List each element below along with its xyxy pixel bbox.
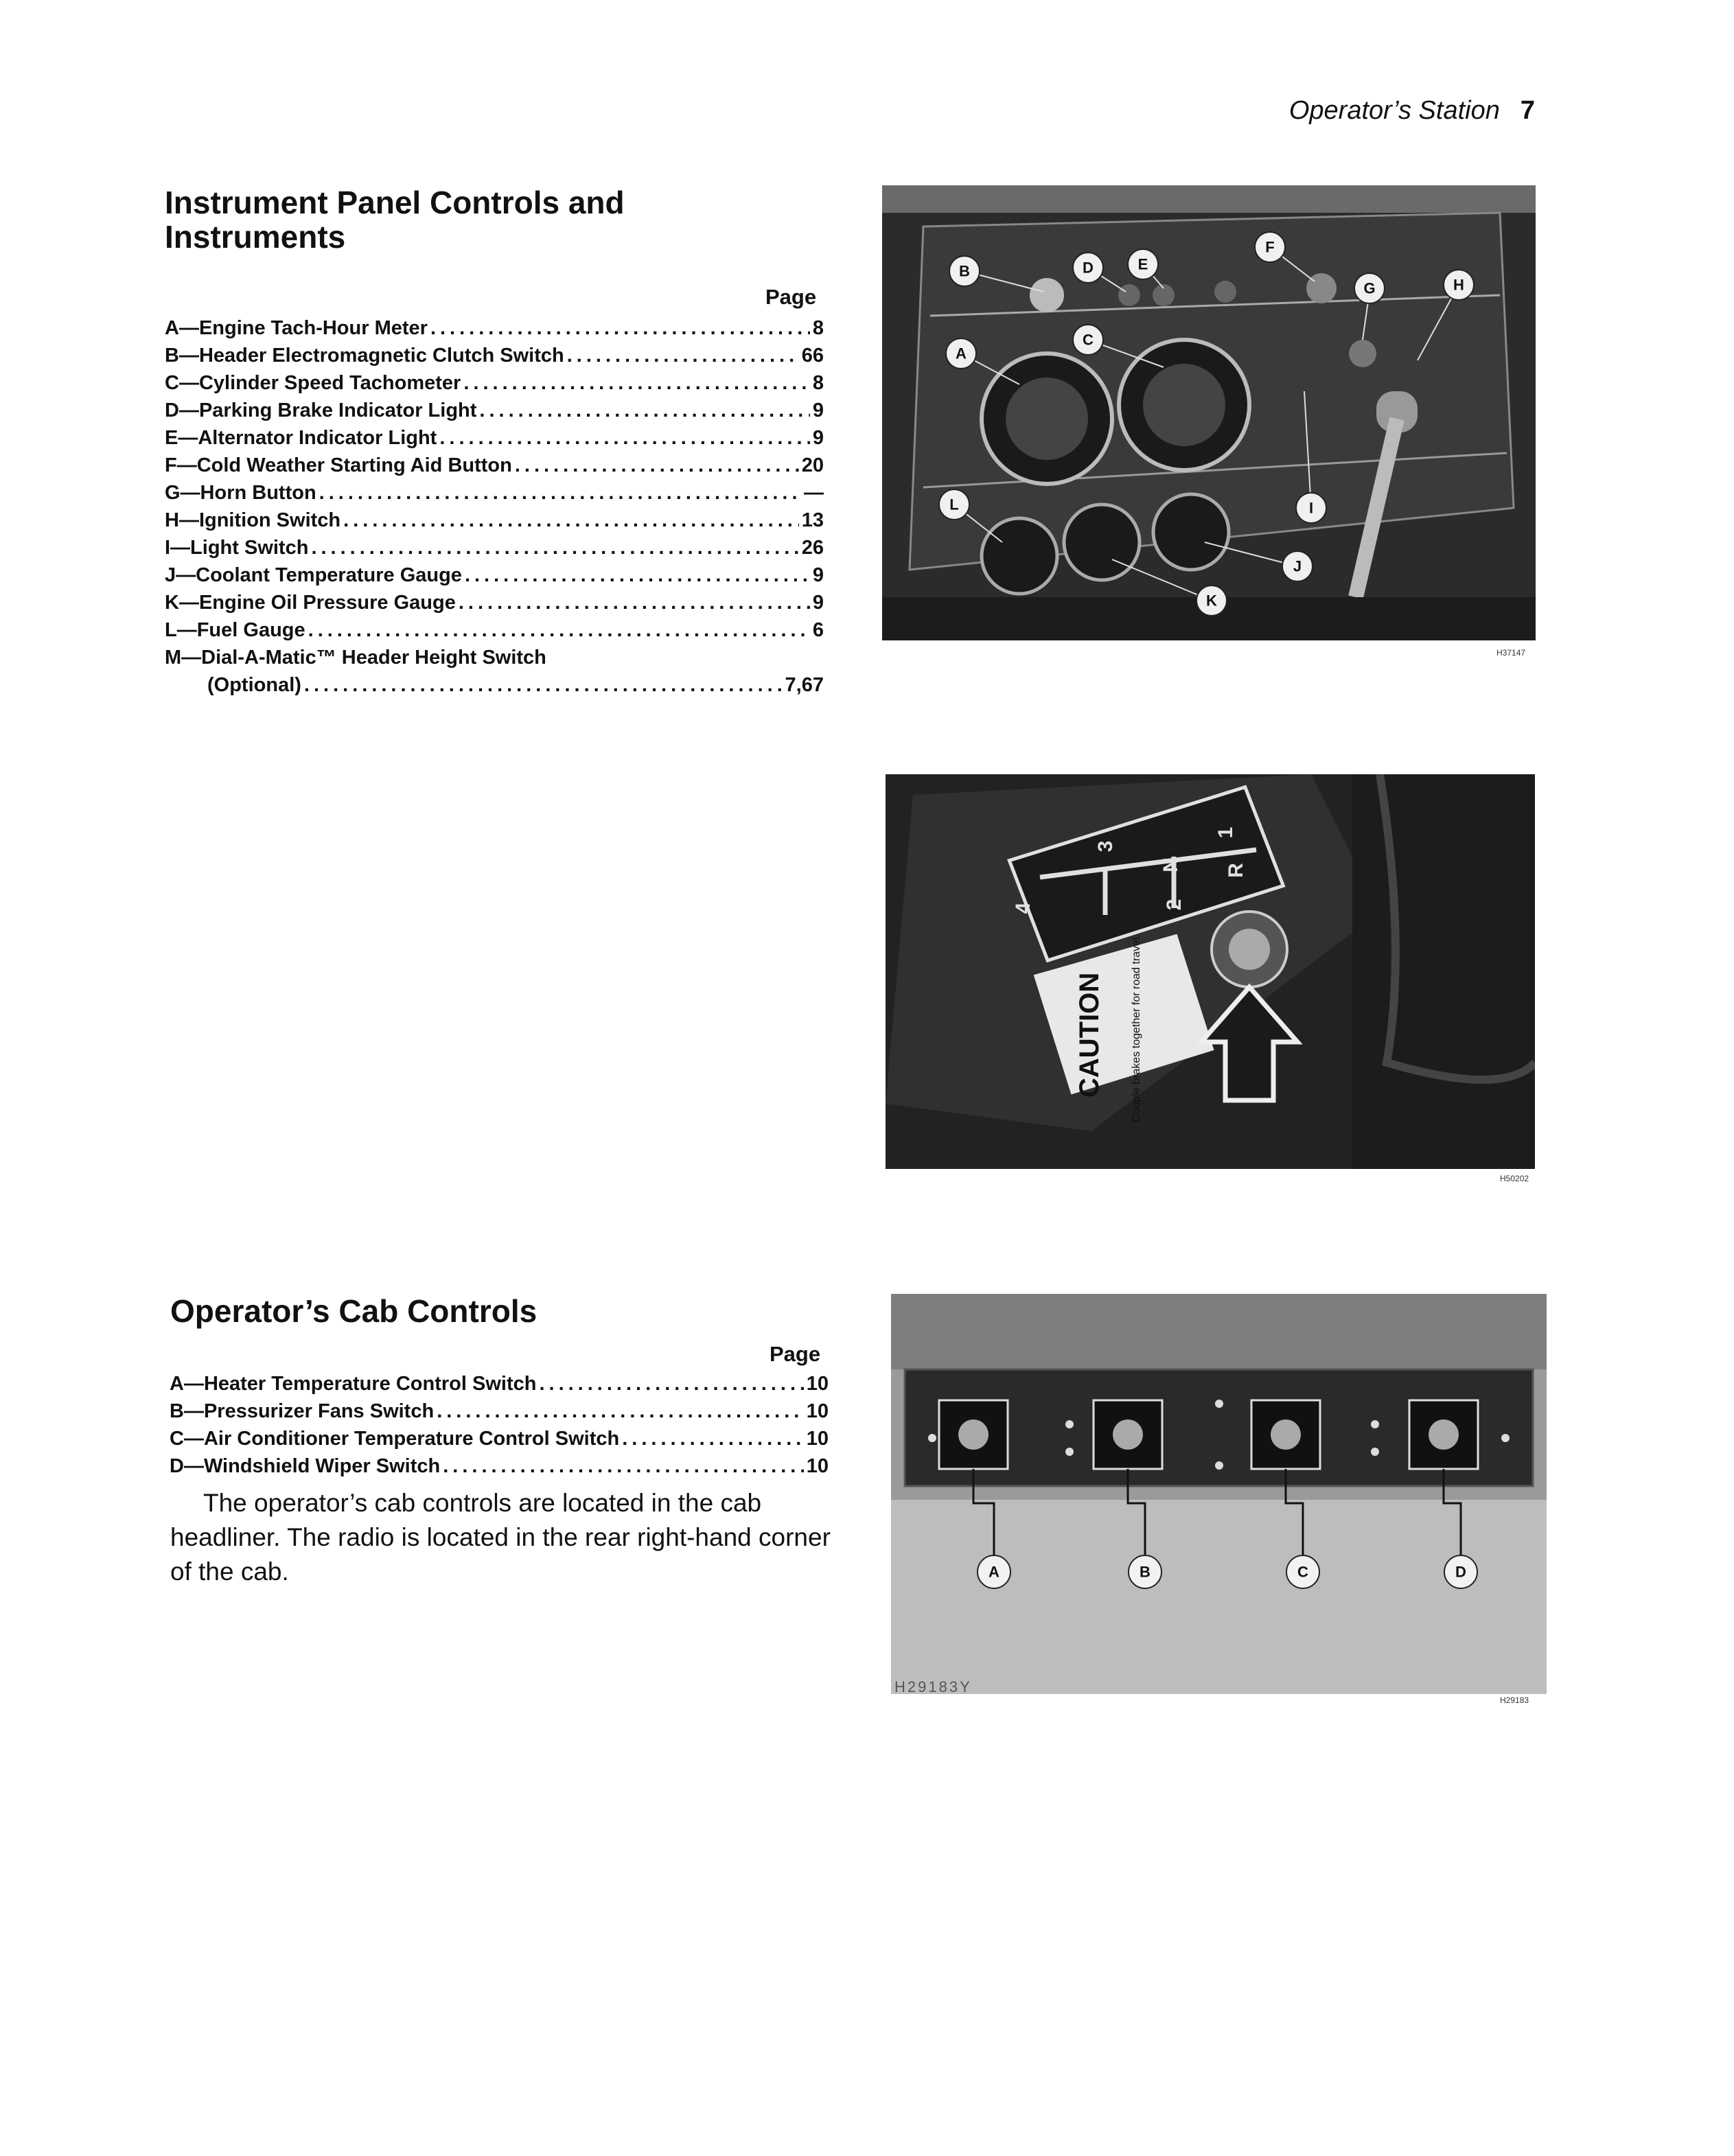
callout-l: L: [949, 496, 959, 513]
callout-h: H: [1453, 276, 1464, 294]
shift-panel-photo: [886, 774, 1535, 1169]
cab-controls-index: [170, 1370, 829, 1480]
index-page: 26: [801, 537, 824, 559]
index-page: 13: [801, 509, 824, 531]
page-number: 7: [1520, 96, 1535, 125]
callout-b: B: [1140, 1563, 1151, 1581]
index-row: [165, 452, 824, 479]
cab-headliner-illustration: [891, 1294, 1547, 1694]
figure-id: H29183: [1500, 1695, 1529, 1705]
index-row: [165, 507, 824, 534]
callout-i: I: [1308, 499, 1314, 517]
cab-page-column-header: Page: [770, 1342, 821, 1366]
index-label: H—Ignition Switch: [165, 509, 341, 531]
index-page: 9: [812, 592, 824, 614]
callout-a: A: [956, 345, 967, 362]
callout-e: E: [1137, 255, 1148, 273]
index-page: 66: [801, 345, 824, 367]
index-label: D—Windshield Wiper Switch: [170, 1455, 441, 1477]
index-label: G—Horn Button: [165, 482, 316, 504]
instrument-panel-heading: Instrument Panel Controls and Instruments: [165, 185, 625, 255]
caution-text: Couple brakes together for road travel.: [1131, 934, 1142, 1122]
gear-label: 4: [1012, 902, 1034, 914]
callout-c: C: [1297, 1563, 1308, 1581]
gear-label: 3: [1094, 840, 1117, 853]
index-page: 20: [801, 454, 824, 476]
cab-controls-heading: Operator’s Cab Controls: [170, 1293, 537, 1329]
index-row: [165, 314, 824, 342]
index-row: [165, 561, 824, 589]
callout-a: A: [989, 1563, 999, 1581]
instrument-panel-photo: [882, 185, 1536, 640]
index-row: [165, 671, 824, 699]
figure-id: H50202: [1500, 1174, 1529, 1183]
callout-f: F: [1265, 238, 1275, 256]
index-label: F—Cold Weather Starting Aid Button: [165, 454, 512, 476]
index-row: [170, 1425, 829, 1452]
figure-stamp: H29183Y: [894, 1678, 972, 1695]
index-label: D—Parking Brake Indicator Light: [165, 399, 477, 421]
index-label: J—Coolant Temperature Gauge: [165, 564, 462, 586]
instrument-panel-illustration: [882, 185, 1536, 640]
index-page: 6: [812, 619, 824, 641]
gear-label: R: [1225, 863, 1247, 878]
index-row: [170, 1370, 829, 1398]
figure-id: H37147: [1496, 648, 1526, 658]
index-row: [170, 1452, 829, 1480]
index-row: [165, 589, 824, 616]
index-page: 7,67: [785, 674, 824, 696]
section-title: Operator’s Station: [1288, 96, 1500, 125]
index-page: 9: [812, 427, 824, 449]
index-page: 10: [806, 1373, 829, 1395]
index-page: 10: [806, 1455, 829, 1477]
index-row: [165, 479, 824, 507]
index-label: (Optional): [207, 674, 301, 696]
index-page: 9: [812, 564, 824, 586]
caution-word: CAUTION: [1074, 972, 1105, 1098]
index-label: L—Fuel Gauge: [165, 619, 305, 641]
cab-controls-description: The operator’s cab controls are located in the cab headliner. The radio is located in the rear right-hand corner of the cab.: [170, 1489, 831, 1586]
callout-b: B: [959, 262, 970, 280]
gear-label: N: [1159, 857, 1182, 872]
callout-k: K: [1206, 592, 1217, 610]
index-row: [165, 534, 824, 561]
index-page: 10: [806, 1428, 829, 1450]
instrument-panel-index: [165, 314, 824, 699]
instrument-page-column-header: Page: [765, 285, 817, 309]
index-row: [165, 369, 824, 397]
running-head: [1289, 96, 1535, 126]
index-label: C—Air Conditioner Temperature Control Switch: [170, 1428, 620, 1450]
index-label: I—Light Switch: [165, 537, 309, 559]
gear-label: 2: [1163, 899, 1186, 911]
index-row: [165, 424, 824, 452]
callout-d: D: [1083, 259, 1094, 277]
cab-headliner-photo: [891, 1294, 1547, 1694]
callout-d: D: [1455, 1563, 1466, 1581]
index-label: A—Heater Temperature Control Switch: [170, 1373, 537, 1395]
index-label: B—Header Electromagnetic Clutch Switch: [165, 345, 564, 367]
index-row: [165, 616, 824, 644]
index-label: K—Engine Oil Pressure Gauge: [165, 592, 456, 614]
index-row: [165, 397, 824, 424]
index-row: [170, 1398, 829, 1425]
index-page: 9: [812, 399, 824, 421]
index-label: A—Engine Tach-Hour Meter: [165, 317, 428, 339]
index-page: —: [804, 482, 824, 504]
gear-label: 1: [1214, 826, 1237, 839]
index-page: 8: [812, 372, 824, 394]
callout-j: J: [1293, 557, 1302, 575]
index-label: M—Dial-A-Matic™ Header Height Switch: [165, 647, 546, 669]
index-page: 10: [806, 1400, 829, 1422]
index-page: 8: [812, 317, 824, 339]
index-label: E—Alternator Indicator Light: [165, 427, 437, 449]
index-label: C—Cylinder Speed Tachometer: [165, 372, 461, 394]
index-label: B—Pressurizer Fans Switch: [170, 1400, 435, 1422]
callout-g: G: [1363, 279, 1376, 297]
index-row: [165, 644, 824, 671]
callout-c: C: [1083, 331, 1094, 349]
index-row: [165, 342, 824, 369]
shift-panel-illustration: [886, 774, 1535, 1169]
